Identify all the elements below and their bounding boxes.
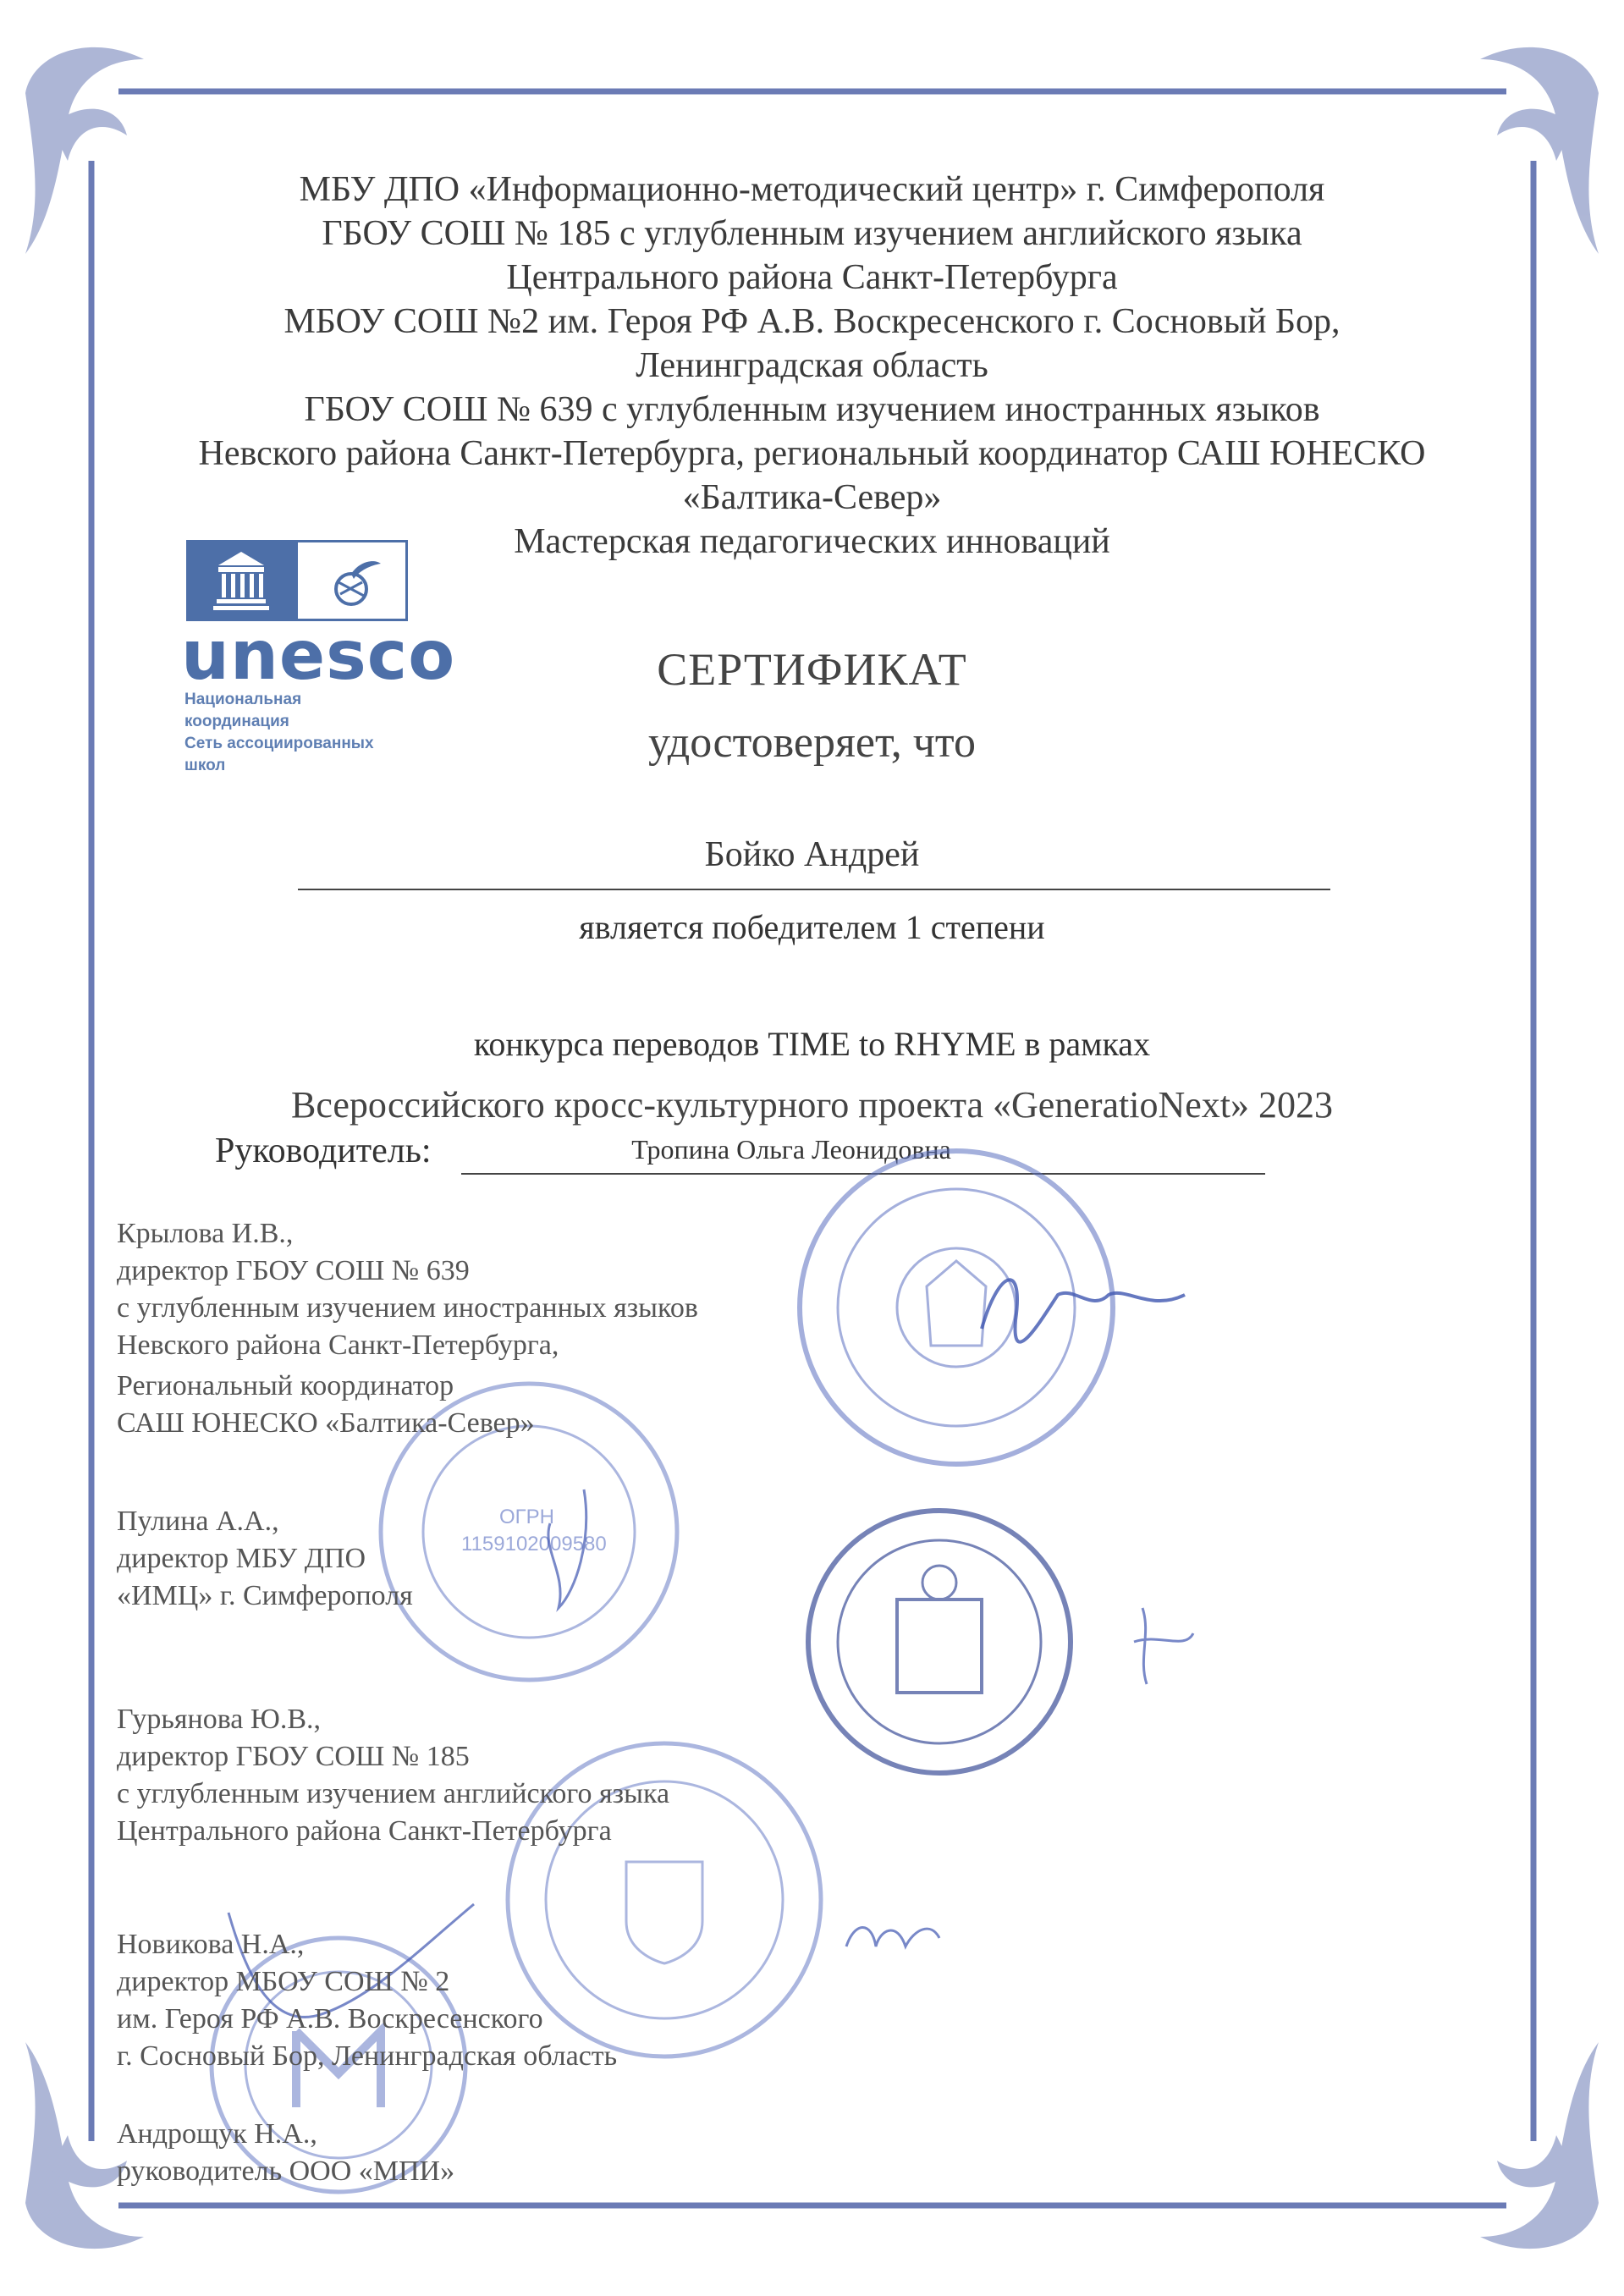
signatory-title: с углубленным изучением английского языка — [117, 1778, 670, 1809]
contest-text: конкурса переводов TIME to RHYME в рамках — [473, 1025, 1151, 1063]
stamp-ogrn-number: 1159102009580 — [461, 1533, 607, 1555]
signatory-title: руководитель ООО «МПИ» — [117, 2156, 455, 2187]
signatory-block — [117, 1215, 698, 1442]
signatory-title: г. Сосновый Бор, Ленинградская область — [117, 2040, 618, 2072]
header-line: МБОУ СОШ №2 им. Героя РФ А.В. Воскресенского г. Сосновый Бор, — [284, 302, 1340, 341]
signatory-title: САШ ЮНЕСКО «Балтика-Север» — [117, 1407, 535, 1439]
supervisor-label: Руководитель: — [215, 1131, 432, 1170]
signatory-name: Новикова Н.А., — [117, 1929, 305, 1960]
signatory-title: Региональный координатор — [117, 1370, 454, 1401]
header-line: «Балтика-Север» — [682, 478, 942, 517]
unesco-subtitle-line: Сеть ассоциированных — [184, 735, 374, 752]
stamp-school-185 — [808, 1511, 1071, 1773]
signatory-block — [117, 1926, 617, 2075]
signatory-name: Пулина А.А., — [117, 1506, 279, 1537]
header-line: Мастерская педагогических инноваций — [514, 522, 1110, 561]
stamp-ogrn-label: ОГРН — [499, 1506, 555, 1528]
signatory-title: директор МБУ ДПО — [117, 1543, 366, 1574]
header-line: Невского района Санкт-Петербурга, региональный координатор САШ ЮНЕСКО — [198, 434, 1426, 473]
signatory-block — [117, 2116, 454, 2190]
certificate-title: СЕРТИФИКАТ — [657, 644, 967, 695]
signatory-title: Невского района Санкт-Петербурга, — [117, 1330, 559, 1361]
signatory-title: Центрального района Санкт-Петербурга — [117, 1815, 612, 1847]
header-line: ГБОУ СОШ № 639 с углубленным изучением иностранных языков — [304, 390, 1320, 429]
project-text: Всероссийского кросс-культурного проекта «GeneratioNext» 2023 — [290, 1084, 1333, 1126]
unesco-wordmark: unesco — [181, 616, 456, 695]
unesco-subtitle-line: Национальная — [184, 691, 302, 708]
signature-guryanova — [1134, 1608, 1193, 1684]
signatory-title: с углубленным изучением иностранных языков — [117, 1292, 698, 1324]
recipient-name: Бойко Андрей — [704, 835, 920, 874]
header-line: МБУ ДПО «Информационно-методический центр» г. Симферополя — [299, 170, 1325, 209]
supervisor-name: Тропина Ольга Леонидовна — [631, 1134, 951, 1165]
award-text: является победителем 1 степени — [579, 908, 1045, 946]
signatory-title: «ИМЦ» г. Симферополя — [117, 1580, 413, 1611]
signatory-title: директор ГБОУ СОШ № 185 — [117, 1741, 470, 1772]
signatory-block — [117, 1701, 669, 1850]
signature-novikova — [846, 1928, 939, 1947]
certificate-subtitle: удостоверяет, что — [648, 719, 976, 767]
header-line: Ленинградская область — [636, 346, 988, 385]
header-line: Центрального района Санкт-Петербурга — [506, 258, 1118, 297]
signatory-name: Крылова И.В., — [117, 1218, 294, 1249]
header-line: ГБОУ СОШ № 185 с углубленным изучением английского языка — [322, 214, 1302, 253]
signatory-name: Андрощук Н.А., — [117, 2118, 317, 2150]
signatory-name: Гурьянова Ю.В., — [117, 1704, 322, 1735]
signatory-title: директор ГБОУ СОШ № 639 — [117, 1255, 470, 1286]
unesco-subtitle-line: координация — [184, 713, 289, 730]
signatory-block — [117, 1503, 413, 1615]
signatory-title: им. Героя РФ А.В. Воскресенского — [117, 2003, 543, 2034]
stamp-committee — [800, 1151, 1113, 1464]
signatory-title: директор МБОУ СОШ № 2 — [117, 1966, 450, 1997]
unesco-subtitle-line: школ — [184, 757, 226, 774]
